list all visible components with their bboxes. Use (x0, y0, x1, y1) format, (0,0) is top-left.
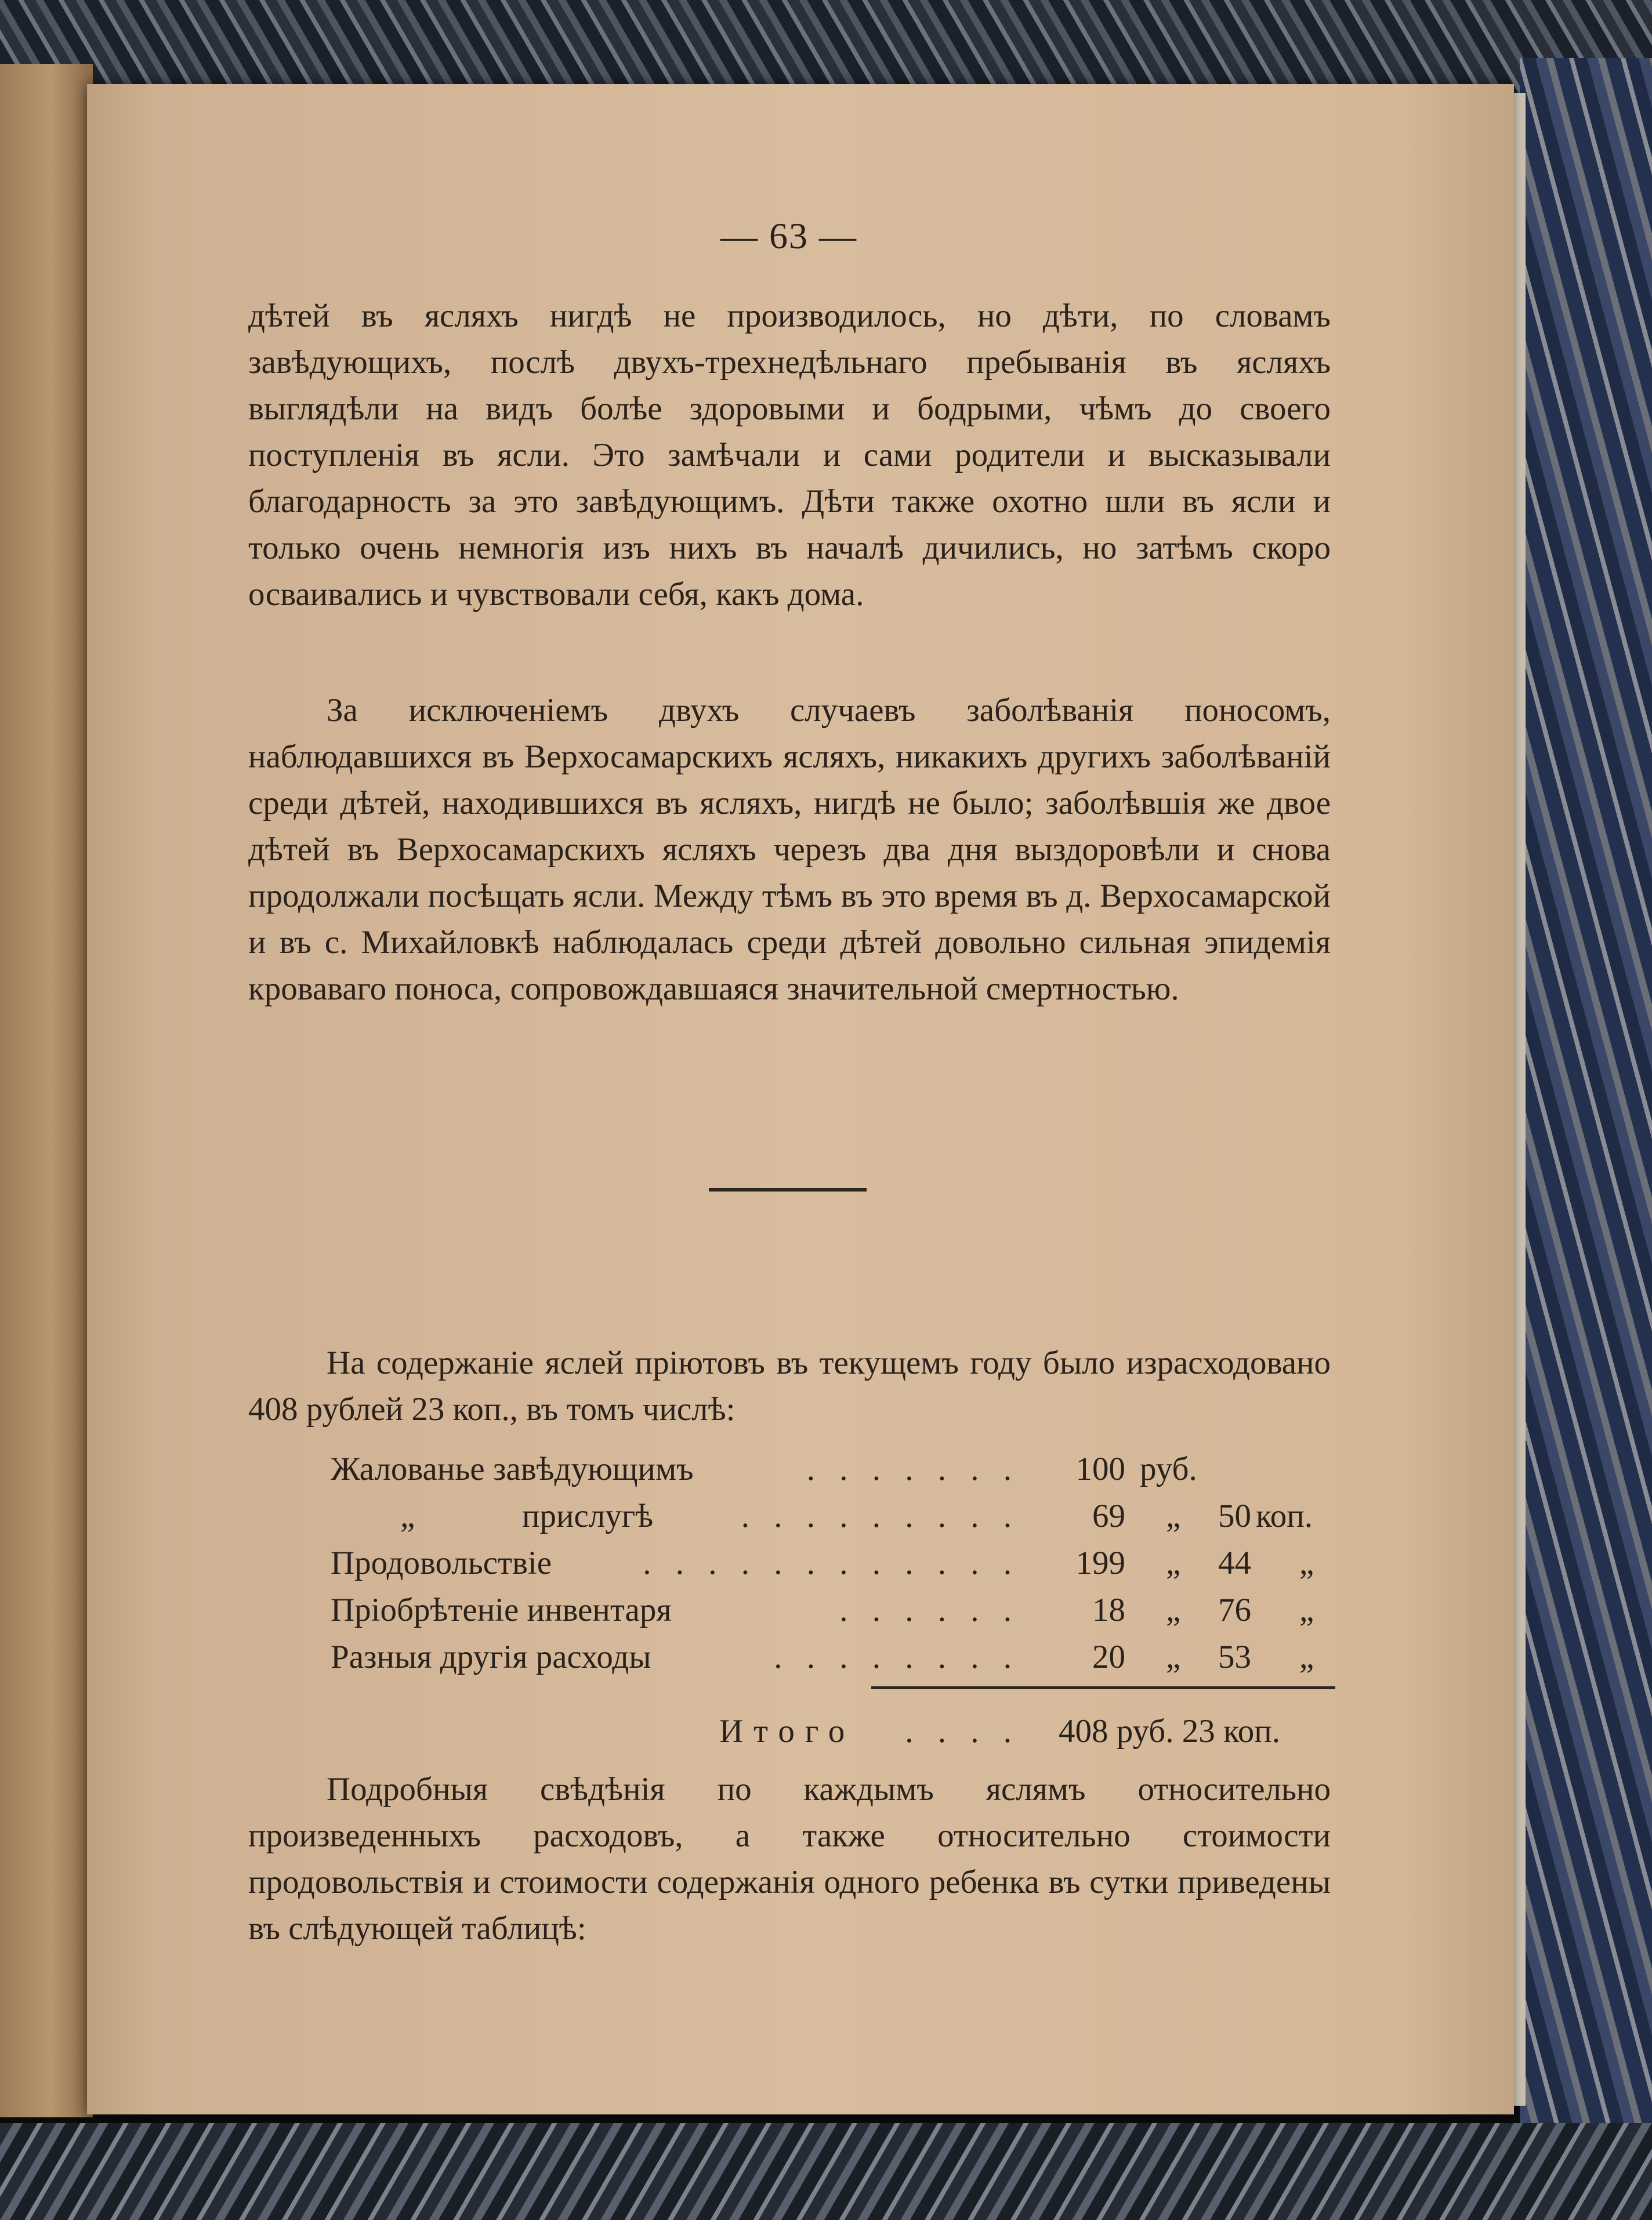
expense-row-salary-managers (0, 1446, 1652, 1493)
ditto-mark: „ (1299, 1639, 1314, 1675)
ditto-mark: „ (400, 1498, 415, 1534)
book-binding-right (1520, 58, 1652, 2170)
expense-kopecks: 50 (1218, 1498, 1251, 1534)
facing-page-edge (0, 64, 93, 2117)
total-label: Итого (719, 1713, 856, 1750)
book-binding-bottom (0, 2123, 1652, 2220)
ditto-mark: „ (1299, 1592, 1314, 1628)
paragraph-2: За исключеніемъ двухъ случаевъ заболѣванія поносомъ, наблюдавшихся въ Верхосамарскихъ ясляхъ, никакихъ другихъ заболѣваній среди дѣтей, находившихся въ ясляхъ, нигдѣ не было; заболѣвшія же двое дѣтей въ Верхосамарскихъ ясляхъ черезъ два дня выздоровѣли и снова продолжали посѣщать ясли. Между тѣмъ въ это время въ д. Верхосамарской и въ с. Михайловкѣ наблюдалась среди дѣтей довольно сильная эпидемія кроваваго поноса, сопровождавшаяся значительной смертностью. (248, 692, 1331, 1007)
dot-leaders: . . . . . . . . (774, 1639, 1020, 1675)
expense-rubles: 20 (1092, 1639, 1125, 1675)
expense-total-row (0, 1708, 1652, 1755)
expense-row-salary-servants (0, 1493, 1652, 1540)
expense-rubles: 18 (1092, 1592, 1125, 1628)
expense-rubles: 100 (1075, 1451, 1125, 1487)
ditto-mark: „ (1166, 1545, 1181, 1581)
expense-label: Продовольствіе (331, 1545, 552, 1581)
dot-leaders: . . . . (905, 1713, 1020, 1750)
ditto-mark: „ (1166, 1592, 1181, 1628)
ditto-mark: „ (1166, 1639, 1181, 1675)
dot-leaders: . . . . . . . (806, 1451, 1020, 1487)
paragraph-expenses-intro: На содержаніе яслей пріютовъ въ текущемъ году было израсходовано 408 рублей 23 коп., въ томъ числѣ: (248, 1345, 1331, 1428)
total-value: 408 руб. 23 коп. (1059, 1713, 1281, 1750)
ditto-mark: „ (1166, 1498, 1181, 1534)
dot-leaders: . . . . . . . . . (741, 1498, 1020, 1534)
expense-label: прислугѣ (522, 1498, 654, 1534)
expense-label: Разныя другія расходы (331, 1639, 651, 1675)
paragraph-1: дѣтей въ ясляхъ нигдѣ не производилось, но дѣти, по словамъ завѣдующихъ, послѣ двухъ-трехнедѣльнаго пребыванія въ ясляхъ выглядѣли на видъ болѣе здоровыми и бодрыми, чѣмъ до своего поступленія въ ясли. Это замѣчали и сами родители и высказывали благодарность за это завѣдующимъ. Дѣти также охотно шли въ ясли и только очень немногія изъ нихъ въ началѣ дичились, но затѣмъ скоро осваивались и чувствовали себя, какъ дома. (248, 298, 1331, 613)
section-divider (709, 1188, 867, 1192)
expense-label: Пріобрѣтеніе инвентаря (331, 1592, 672, 1628)
expense-rubles: 69 (1092, 1498, 1125, 1534)
expense-kopecks: 76 (1218, 1592, 1251, 1628)
page-number: — 63 — (720, 215, 857, 256)
kopecks-unit: коп. (1256, 1498, 1313, 1534)
expense-row-other (0, 1634, 1652, 1681)
expense-rubles: 199 (1075, 1545, 1125, 1581)
dot-leaders: . . . . . . . . . . . . (643, 1545, 1020, 1581)
expense-row-inventory (0, 1587, 1652, 1634)
dot-leaders: . . . . . . (839, 1592, 1020, 1628)
sum-rule (871, 1686, 1335, 1689)
ditto-mark: „ (1299, 1545, 1314, 1581)
expense-row-provisions (0, 1540, 1652, 1587)
expense-kopecks: 44 (1218, 1545, 1251, 1581)
expense-kopecks: 53 (1218, 1639, 1251, 1675)
paragraph-table-reference: Подробныя свѣдѣнія по каждымъ яслямъ относительно произведенныхъ расходовъ, а также относительно стоимости продовольствія и стоимости содержанія одного ребенка въ сутки приведены въ слѣдующей таблицѣ: (248, 1771, 1331, 1947)
expense-label: Жалованье завѣдующимъ (331, 1451, 694, 1487)
rubles-unit: руб. (1140, 1451, 1197, 1487)
